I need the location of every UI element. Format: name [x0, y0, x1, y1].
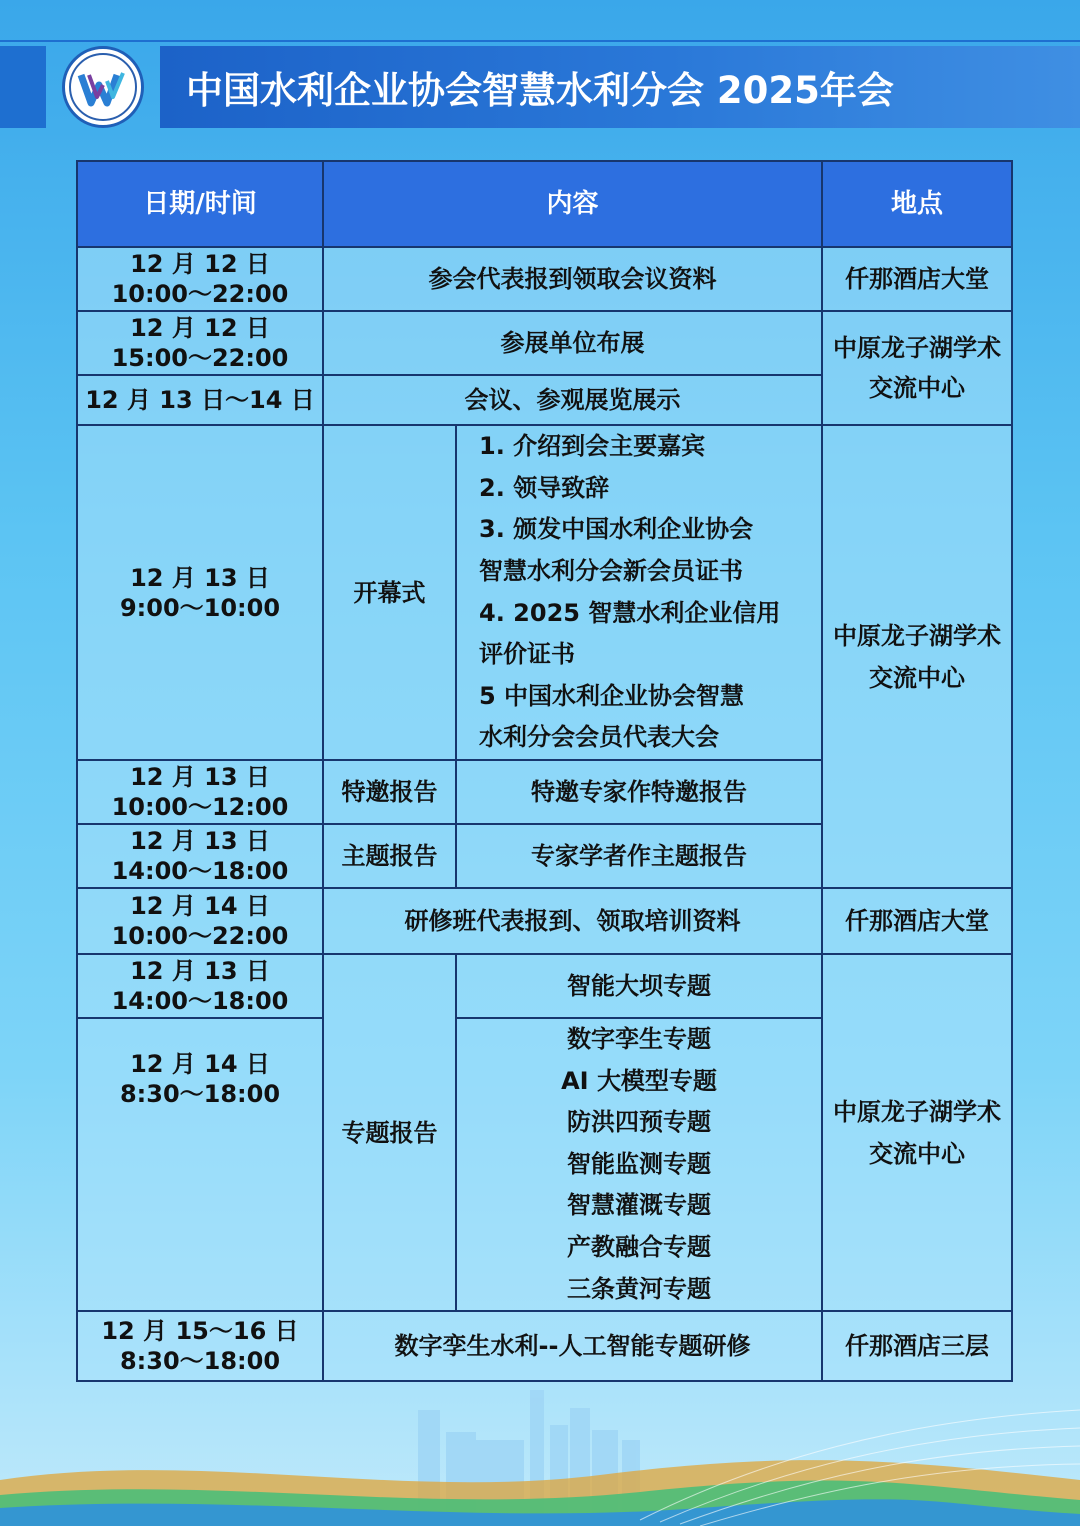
place-cell — [822, 425, 1012, 888]
list-item: 智慧灌溉专题 — [567, 1191, 711, 1220]
session-type-cell: 开幕式 — [323, 425, 456, 760]
table-row — [77, 954, 1012, 1018]
list-item: 4. 2025 智慧水利企业信用 — [479, 598, 781, 627]
date-text: 12 月 13 日 — [130, 563, 270, 592]
top-rule — [0, 40, 1080, 42]
date-text: 12 月 14 日 — [130, 892, 270, 920]
time-text: 10:00～12:00 — [111, 793, 289, 821]
table-row — [77, 247, 1012, 311]
time-text: 10:00～22:00 — [111, 922, 289, 950]
time-text: 14:00～18:00 — [111, 987, 289, 1015]
date-cell — [77, 824, 323, 888]
time-text: 15:00～22:00 — [111, 344, 289, 372]
date-text: 12 月 12 日 — [130, 314, 270, 342]
time-text: 9:00～10:00 — [119, 593, 281, 622]
list-item: 5 中国水利企业协会智慧 — [479, 681, 745, 710]
list-item: 数字孪生专题 — [567, 1025, 711, 1053]
place-cell: 仟那酒店三层 — [822, 1311, 1012, 1381]
table-row — [77, 425, 1012, 760]
date-cell — [77, 954, 323, 1018]
date-cell — [77, 425, 323, 760]
header-date-time: 日期/时间 — [77, 161, 323, 247]
session-type-cell: 专题报告 — [323, 954, 456, 1311]
date-cell — [77, 247, 323, 311]
place-text: 中原龙子湖学术交流中心 — [833, 621, 1002, 692]
date-cell — [77, 1018, 323, 1311]
date-text: 12 月 15～16 日 — [101, 1317, 299, 1346]
city-skyline-illustration — [0, 1380, 1080, 1526]
place-cell — [822, 311, 1012, 425]
place-cell: 仟那酒店大堂 — [822, 247, 1012, 311]
time-text: 14:00～18:00 — [111, 857, 289, 885]
time-text: 8:30～18:00 — [119, 1080, 281, 1108]
list-item: 2. 领导致辞 — [479, 473, 610, 502]
page-title: 中国水利企业协会智慧水利分会 2025年会 — [186, 69, 894, 112]
date-cell — [77, 1311, 323, 1381]
content-cell: 研修班代表报到、领取培训资料 — [323, 888, 822, 954]
title-bar — [160, 46, 1080, 128]
list-item: 水利分会会员代表大会 — [479, 723, 719, 752]
date-text: 12 月 13 日 — [130, 957, 270, 985]
logo-emblem-icon — [67, 51, 139, 123]
header-left-block — [0, 46, 46, 128]
content-cell: 参展单位布展 — [323, 311, 822, 375]
content-cell: 数字孪生水利--人工智能专题研修 — [323, 1311, 822, 1381]
place-cell — [822, 954, 1012, 1311]
topic-list — [456, 1018, 822, 1311]
list-item: AI 大模型专题 — [561, 1066, 717, 1095]
content-cell: 参会代表报到领取会议资料 — [323, 247, 822, 311]
table-row — [77, 1311, 1012, 1381]
time-text: 10:00～22:00 — [111, 280, 289, 308]
date-text: 12 月 14 日 — [130, 1050, 270, 1078]
list-item: 防洪四预专题 — [567, 1108, 711, 1137]
time-text: 8:30～18:00 — [119, 1347, 281, 1376]
list-item: 评价证书 — [479, 640, 575, 669]
table-header-row — [77, 161, 1012, 247]
place-text: 中原龙子湖学术交流中心 — [833, 334, 1002, 402]
date-cell: 12 月 13 日～14 日 — [77, 375, 323, 425]
schedule-table — [76, 160, 1013, 1382]
date-cell — [77, 311, 323, 375]
session-type-cell: 主题报告 — [323, 824, 456, 888]
list-item: 3. 颁发中国水利企业协会 — [479, 515, 754, 544]
table-row — [77, 311, 1012, 375]
session-type-cell: 特邀报告 — [323, 760, 456, 824]
table-row — [77, 888, 1012, 954]
list-item: 三条黄河专题 — [567, 1274, 711, 1303]
content-cell: 智能大坝专题 — [456, 954, 822, 1018]
content-cell: 专家学者作主题报告 — [456, 824, 822, 888]
place-cell: 仟那酒店大堂 — [822, 888, 1012, 954]
date-text: 12 月 12 日 — [130, 250, 270, 278]
association-logo-icon — [62, 46, 144, 128]
list-item: 1. 介绍到会主要嘉宾 — [479, 432, 706, 461]
date-cell — [77, 888, 323, 954]
date-text: 12 月 13 日 — [130, 827, 270, 855]
list-item: 产教融合专题 — [567, 1232, 711, 1261]
header-content: 内容 — [323, 161, 822, 247]
agenda-list — [456, 425, 822, 760]
content-cell: 会议、参观展览展示 — [323, 375, 822, 425]
place-text: 中原龙子湖学术交流中心 — [833, 1097, 1002, 1168]
content-cell: 特邀专家作特邀报告 — [456, 760, 822, 824]
date-text: 12 月 13 日 — [130, 763, 270, 791]
date-cell — [77, 760, 323, 824]
list-item: 智能监测专题 — [567, 1149, 711, 1178]
list-item: 智慧水利分会新会员证书 — [479, 556, 743, 585]
header-place: 地点 — [822, 161, 1012, 247]
